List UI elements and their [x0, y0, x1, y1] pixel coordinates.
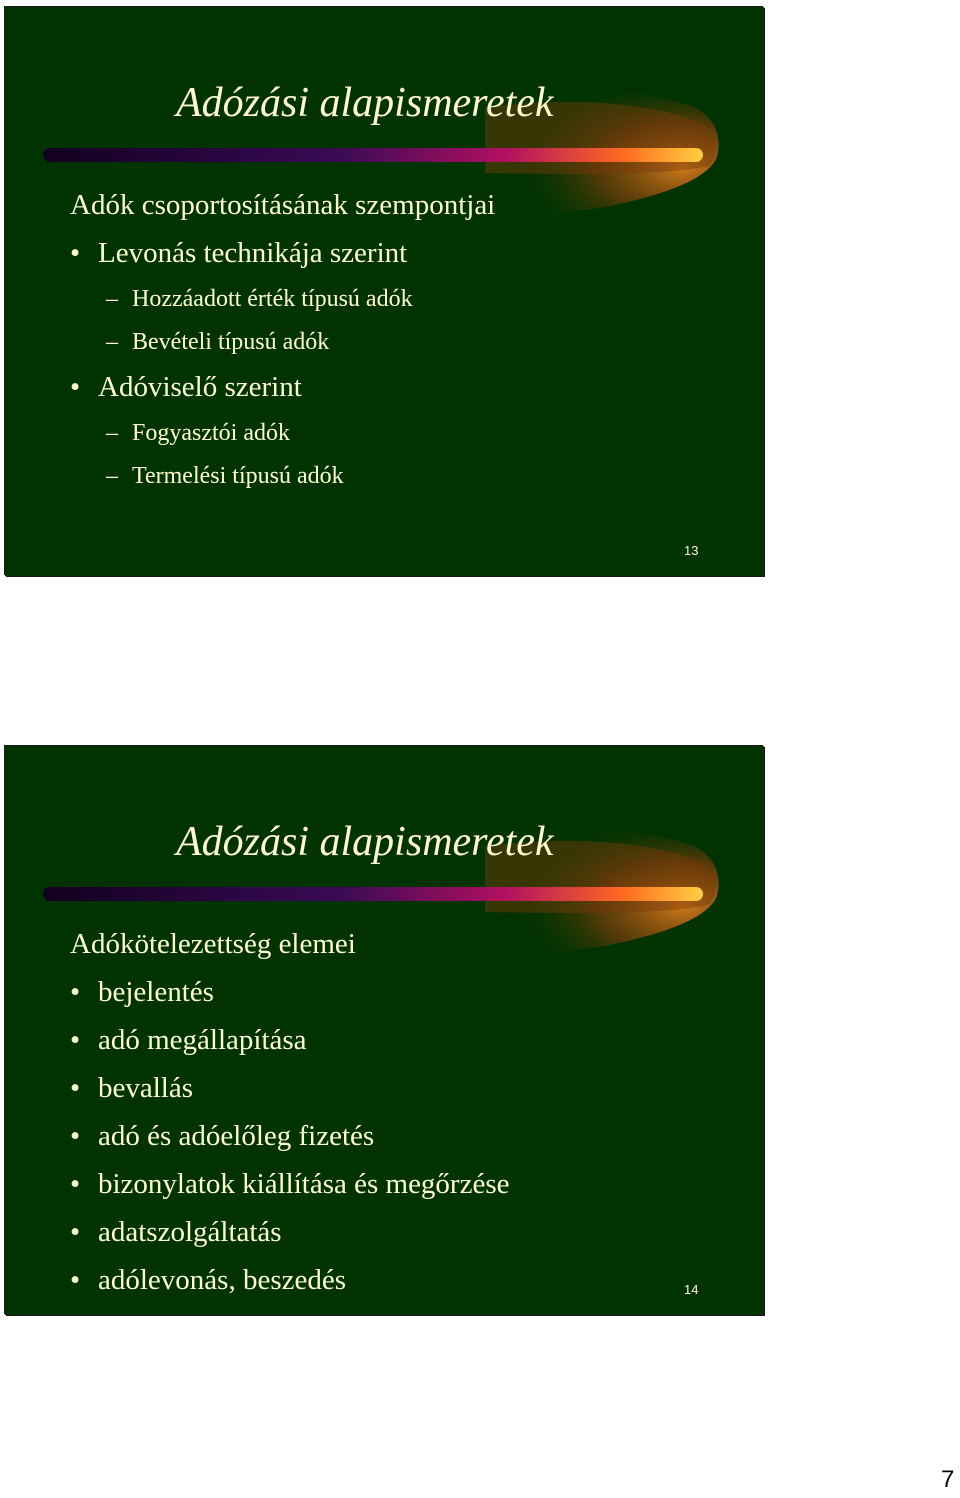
bullet-item — [70, 1212, 510, 1260]
slide-content — [70, 185, 495, 501]
slide-14 — [5, 746, 764, 1315]
bullet-mark: • — [70, 1072, 81, 1104]
slide-heading: Adókötelezettség elemei — [70, 928, 356, 960]
bullet-item — [70, 1020, 510, 1068]
bullet-mark: • — [70, 237, 81, 269]
bullet-mark: • — [70, 1120, 81, 1152]
bullet-text: adó megállapítása — [98, 1024, 307, 1056]
sub-item — [70, 281, 495, 324]
bullet-text: Levonás technikája szerint — [98, 237, 408, 269]
bullet-text: bizonylatok kiállítása és megőrzése — [98, 1168, 510, 1200]
bullet-item — [70, 233, 495, 281]
bullet-text: Adóviselő szerint — [98, 371, 302, 403]
sub-item-text: Fogyasztói adók — [132, 420, 290, 446]
bullet-mark: • — [70, 976, 81, 1008]
bullet-mark: • — [70, 1264, 81, 1296]
sub-item-text: Hozzáadott érték típusú adók — [132, 286, 413, 312]
bullet-item — [70, 1164, 510, 1212]
slide-heading: Adók csoportosításának szempontjai — [70, 189, 496, 221]
bullet-mark: • — [70, 1216, 81, 1248]
bullet-item — [70, 1260, 510, 1308]
bullet-item — [70, 367, 495, 415]
dash-mark: – — [106, 329, 118, 355]
bullet-text: bejelentés — [98, 976, 214, 1008]
bullet-item — [70, 1068, 510, 1116]
bullet-item — [70, 1116, 510, 1164]
sub-item — [70, 324, 495, 367]
slide-number: 13 — [684, 543, 699, 558]
page-number: 7 — [941, 1466, 955, 1493]
dash-mark: – — [106, 286, 118, 312]
sub-item — [70, 458, 495, 501]
slide-content — [70, 924, 510, 1308]
slide-number: 14 — [684, 1282, 699, 1297]
bullet-mark: • — [70, 371, 81, 403]
dash-mark: – — [106, 420, 118, 446]
bullet-text: adatszolgáltatás — [98, 1216, 282, 1248]
slide-title: Adózási alapismeretek — [176, 819, 554, 865]
bullet-mark: • — [70, 1168, 81, 1200]
slide-title: Adózási alapismeretek — [176, 80, 554, 126]
bullet-item — [70, 972, 510, 1020]
dash-mark: – — [106, 463, 118, 489]
sub-item-text: Bevételi típusú adók — [132, 329, 330, 355]
bullet-text: bevallás — [98, 1072, 194, 1104]
bullet-text: adólevonás, beszedés — [98, 1264, 347, 1296]
bullet-mark: • — [70, 1024, 81, 1056]
sub-item-text: Termelési típusú adók — [132, 463, 344, 489]
bullet-text: adó és adóelőleg fizetés — [98, 1120, 375, 1152]
slide-13 — [5, 7, 764, 576]
sub-item — [70, 415, 495, 458]
